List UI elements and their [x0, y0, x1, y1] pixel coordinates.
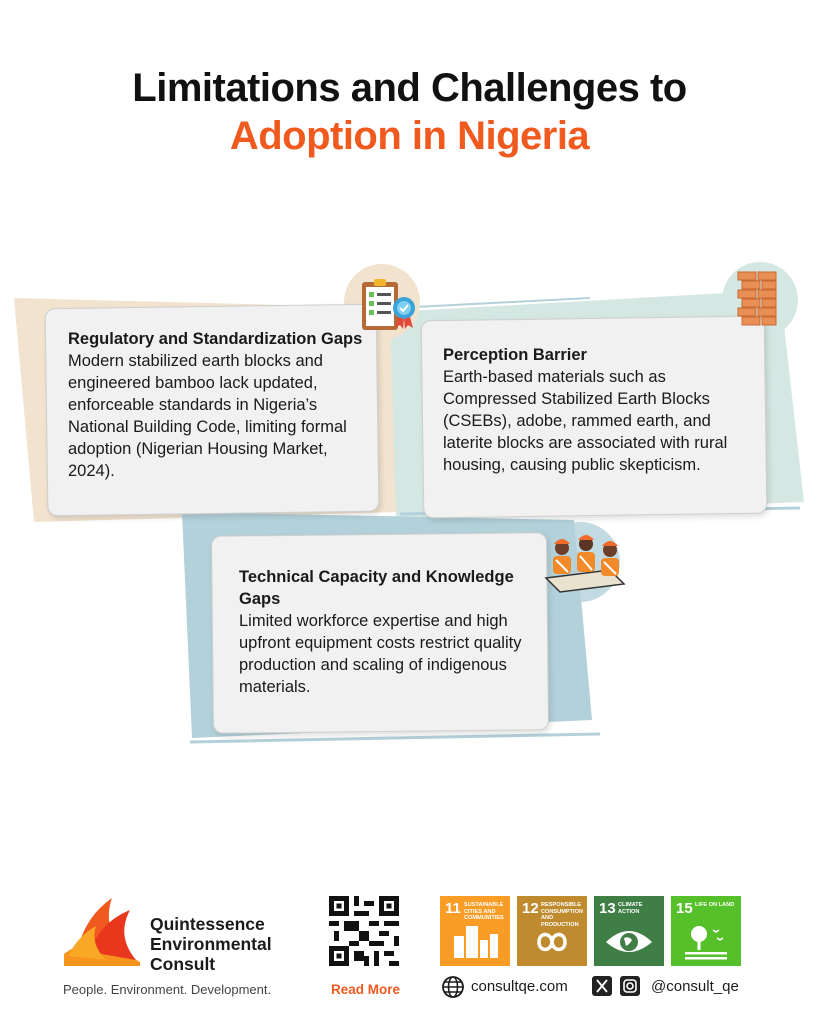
- clipboard-checklist-icon: [358, 278, 420, 334]
- sdg-13-label: CLIMATE ACTION: [618, 902, 643, 915]
- tagline: People. Environment. Development.: [63, 982, 272, 997]
- card-technical-body: Limited workforce expertise and high upfront equipment costs restrict quality production and scaling of indigenous materials.: [239, 612, 522, 696]
- read-more-link[interactable]: Read More: [331, 982, 401, 997]
- brand-name: [150, 914, 272, 974]
- page-title-line2: Adoption in Nigeria: [229, 114, 590, 158]
- website-link[interactable]: consultqe.com: [471, 978, 568, 995]
- instagram-icon[interactable]: [620, 976, 640, 996]
- sdg-13-tile: [594, 896, 664, 966]
- sdg-12-number: 12: [522, 900, 539, 917]
- sdg-15-number: 15: [676, 900, 693, 917]
- sdg-12-label: RESPONSIBLE CONSUMPTION AND PRODUCTION: [541, 902, 583, 928]
- sdg-15-tile: [671, 896, 741, 966]
- qr-code-icon[interactable]: [329, 896, 399, 966]
- sdg-11-tile: [440, 896, 510, 966]
- sdg-11-label: SUSTAINABLE CITIES AND COMMUNITIES: [464, 902, 504, 921]
- globe-icon: [441, 975, 465, 999]
- card-regulatory-body: Modern stabilized earth blocks and engineered bamboo lack updated, enforceable standards in Nigeria’s National Building Code, limiting formal adoption (Nigerian Housing Market, 2024).: [68, 352, 347, 480]
- sdg-13-number: 13: [599, 900, 616, 917]
- card-technical-text: [239, 566, 529, 698]
- card-perception-text: [443, 344, 743, 476]
- card-regulatory-text: [68, 328, 363, 482]
- sdg-11-number: 11: [445, 900, 461, 917]
- construction-workers-icon: [540, 530, 632, 594]
- card-perception-body: Earth-based materials such as Compressed Stabilized Earth Blocks (CSEBs), adobe, rammed earth, and laterite blocks are associated with rural housing, causing public skepticism.: [443, 368, 728, 474]
- sdg-15-label: LIFE ON LAND: [695, 902, 735, 908]
- quintessence-logo-icon: [60, 896, 146, 966]
- brand-line2: Environmental: [150, 934, 272, 954]
- sdg-12-tile: [517, 896, 587, 966]
- brick-stack-icon: [736, 270, 780, 332]
- card-technical-heading: Technical Capacity and Knowledge Gaps: [239, 568, 514, 608]
- social-handle[interactable]: @consult_qe: [651, 978, 739, 995]
- card-regulatory-heading: Regulatory and Standardization Gaps: [68, 330, 363, 348]
- brand-line3: Consult: [150, 954, 216, 974]
- x-social-icon[interactable]: [592, 976, 612, 996]
- card-perception-heading: Perception Barrier: [443, 346, 587, 364]
- page-title-line1: Limitations and Challenges to: [132, 66, 687, 110]
- brand-line1: Quintessence: [150, 914, 265, 934]
